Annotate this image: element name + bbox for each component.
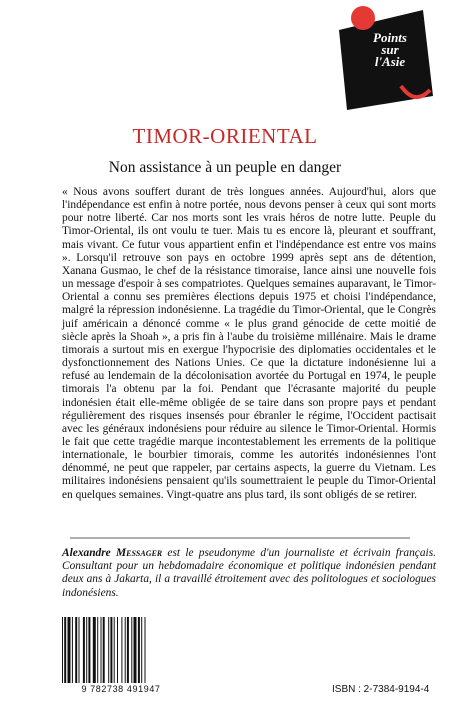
- logo-text: Points sur l'Asie: [373, 30, 407, 69]
- divider: [70, 537, 410, 539]
- barcode: [60, 615, 180, 691]
- author-last-name: Messager: [116, 547, 163, 559]
- isbn: ISBN : 2-7384-9194-4: [332, 684, 430, 695]
- author-first-name: Alexandre: [62, 547, 111, 559]
- book-title: TIMOR-ORIENTAL: [132, 124, 318, 148]
- barcode-number: 9 782738 491947: [62, 684, 180, 694]
- author-bio: [62, 547, 436, 600]
- book-subtitle: Non assistance à un peuple en danger: [108, 159, 342, 176]
- author-bio-text: est le pseudonyme d'un journaliste et écrivain français. Consultant pour un hebdomadaire économique et politique indonésien pendant deux ans à Jakarta, il a travaillé étroitement avec des politologues et sociologues indonésiens.: [62, 547, 436, 599]
- blurb-text: « Nous avons souffert durant de très longues années. Aujourd'hui, alors que l'indépendance est enfin à notre portée, nous devons penser à ceux qui sont morts pour notre liberté. Car nos morts sont les vrais héros de notre lutte. Peuple du Timor-Oriental, ils ont voulu te tuer. Mais tu es encore là, pleurant et souffrant, mais vivant. Ce futur vous appartient enfin et l'indépendance est entre vos mains ». Lorsqu'il retrouve son pays en octobre 1999 après sept ans de détention, Xanana Gusmao, le chef de la résistance timoraise, lance ainsi une nouvelle fois un message d'espoir à ses compatriotes. Quelques semaines auparavant, le Timor-Oriental a connu ses premières élections depuis 1975 et choisi l'indépendance, malgré la répression indonésienne. La tragédie du Timor-Oriental, que le Congrès juif américain a dénoncé comme « le plus grand génocide de cette moitié de siècle après la Shoah », a pris fin à l'aube du troisième millénaire. Mais le drame timorais a surtout mis en exergue l'hypocrisie des diplomaties occidentales et le dysfonctionnement des Nations Unies. Ce que la dictature indonésienne lui a refusé au lendemain de la décolonisation avortée du Portugal en 1974, le peuple timorais l'a obtenu par la foi. Pendant que l'écrasante majorité du peuple indonésien était elle-même obligée de se taire dans son propre pays et pendant régulièrement des risques insensés pour ébranler le régime, l'Occident pactisait avec les généraux indonésiens pour réduire au silence le Timor-Oriental. Hormis le fait que cette tragédie marque incontestablement les errements de la politique internationale, le bourbier timorais, comme les autorités indonésiennes l'ont dénommé, ne peut que rappeler, par certains aspects, la guerre du Vietnam. Les militaires indonésiens pensaient qu'ils soumettraient le peuple du Timor-Oriental en quelques semaines. Vingt-quatre ans plus tard, ils sont obligés de se retirer.: [62, 186, 436, 501]
